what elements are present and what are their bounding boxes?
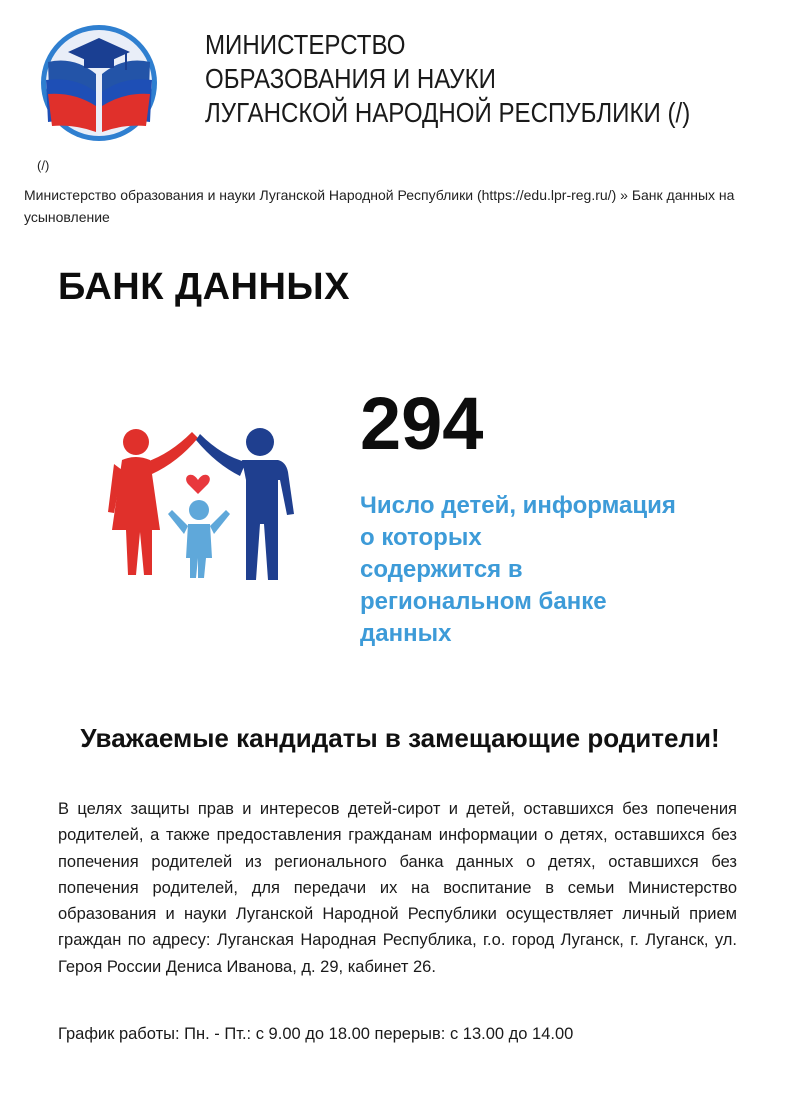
site-header xyxy=(0,0,797,150)
family-icon xyxy=(100,420,300,590)
ministry-title[interactable] xyxy=(205,28,690,130)
home-link[interactable]: (/) xyxy=(37,158,50,173)
children-count: 294 xyxy=(360,382,484,465)
greeting-heading: Уважаемые кандидаты в замещающие родители! xyxy=(80,723,720,753)
breadcrumb xyxy=(24,184,774,228)
breadcrumb-current: Банк данных на усыновление xyxy=(24,187,735,225)
ministry-emblem-icon[interactable] xyxy=(34,22,164,144)
ministry-title-line: ЛУГАНСКОЙ НАРОДНОЙ РЕСПУБЛИКИ (/) xyxy=(205,97,691,128)
breadcrumb-separator: » xyxy=(616,187,632,203)
reception-info-paragraph: В целях защиты прав и интересов детей-сирот и детей, оставшихся без попечения родителей, а также предоставления гражданам информации о детях, оставшихся без попечения родителей из регионального банка данных о детях, оставшихся без попечения родителей, для передачи их на воспитание в семьи Министерство образования и науки Луганской Народной Республики осуществляет личный прием граждан по адресу: Луганская Народная Республика, г.о. город Луганск, г. Луганск, ул. Героя России Дениса Иванова, д. 29, кабинет 26. xyxy=(58,800,737,976)
caption-line: Число детей, информация xyxy=(360,492,676,519)
ministry-title-line: ОБРАЗОВАНИЯ И НАУКИ xyxy=(205,63,496,94)
caption-line: региональном банке xyxy=(360,588,607,615)
ministry-title-line: МИНИСТЕРСТВО xyxy=(205,29,406,60)
caption-line: о которых xyxy=(360,524,482,551)
children-count-caption xyxy=(360,490,740,650)
page-title: БАНК ДАННЫХ xyxy=(58,266,350,308)
breadcrumb-parent-link[interactable]: Министерство образования и науки Луганской Народной Республики (https://edu.lpr-reg.ru/) xyxy=(24,187,617,203)
caption-line: содержится в xyxy=(360,556,523,583)
work-schedule: График работы: Пн. - Пт.: с 9.00 до 18.00 перерыв: с 13.00 до 14.00 xyxy=(58,1025,574,1043)
caption-line: данных xyxy=(360,620,452,647)
